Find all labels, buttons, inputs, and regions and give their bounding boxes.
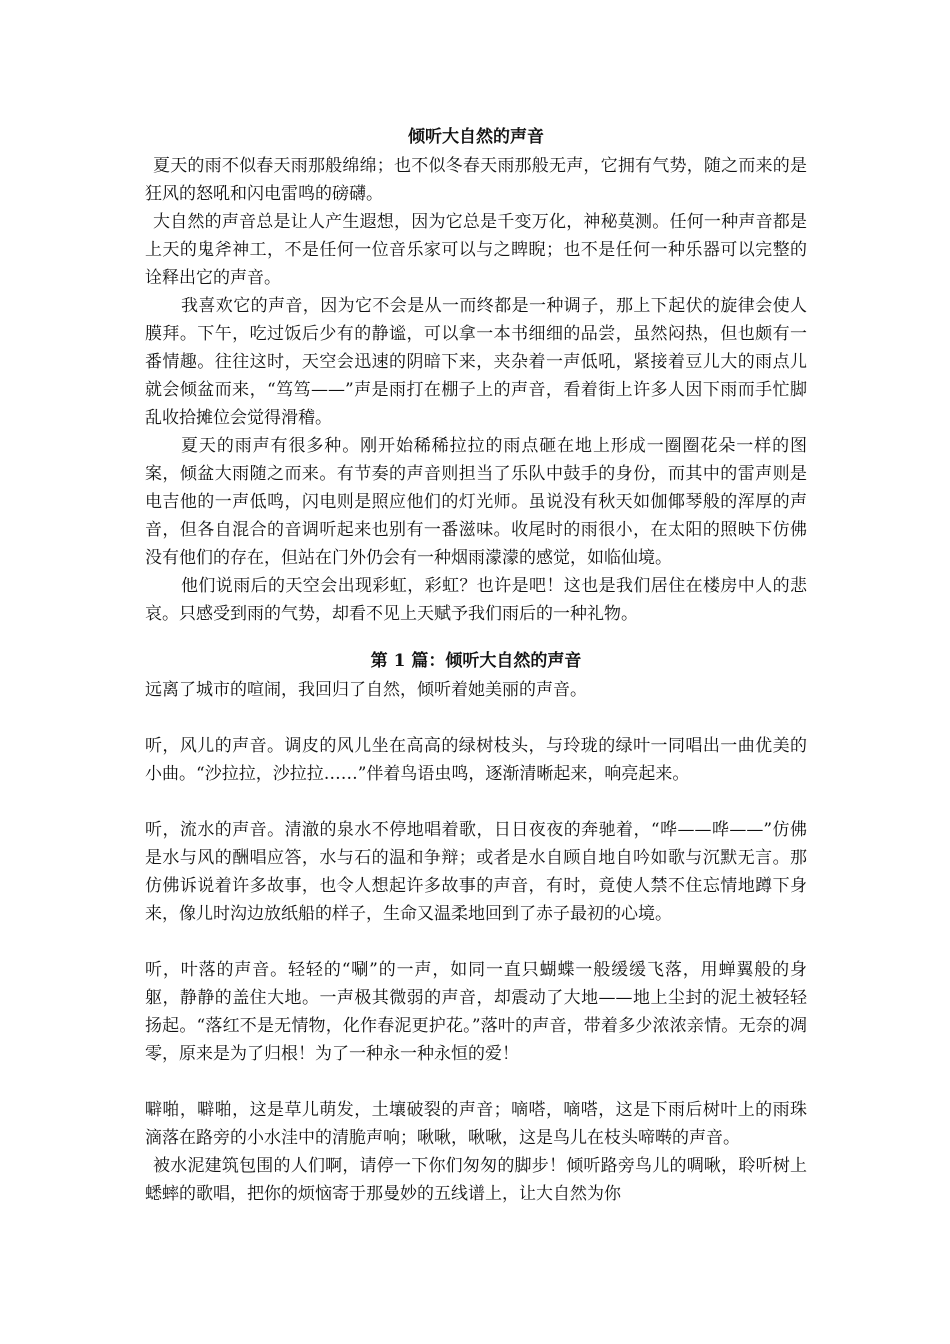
- section-title: 第 1 篇：倾听大自然的声音: [370, 651, 582, 671]
- paragraph: 噼啪，噼啪，这是草儿萌发，土壤破裂的声音；嘀嗒，嘀嗒，这是下雨后树叶上的雨珠滴落在路旁的小水洼中的清脆声响；啾啾，啾啾，这是鸟儿在枝头啼啭的声音。: [145, 1100, 807, 1148]
- paragraph-gap: [145, 788, 807, 816]
- paragraph: 听，流水的声音。清澈的泉水不停地唱着歌，日日夜夜的奔驰着，“哗——哗——”仿佛是水与风的酬唱应答，水与石的温和争辩；或者是水自顾自地自吟如歌与沉默无言。那仿佛诉说着许多故事，也令人想起许多故事的声音，有时，竟使人禁不住忘情地蹲下身来，像儿时沟边放纸船的样子，生命又温柔地回到了赤子最初的心境。: [145, 820, 807, 924]
- paragraph: 他们说雨后的天空会出现彩虹，彩虹？也许是吧！这也是我们居住在楼房中人的悲哀。只感受到雨的气势，却看不见上天赋予我们雨后的一种礼物。: [145, 576, 807, 624]
- paragraph-gap: [145, 1068, 807, 1096]
- paragraph: 听，叶落的声音。轻轻的“唰”的一声，如同一直只蝴蝶一般缓缓飞落，用蝉翼般的身躯，静静的盖住大地。一声极其微弱的声音，却震动了大地——地上尘封的泥土被轻轻扬起。“落红不是无情物，化作春泥更护花。”落叶的声音，带着多少浓浓亲情。无奈的凋零，原来是为了归根！为了一种永一种永恒的爱！: [145, 960, 807, 1064]
- paragraph-gap: [145, 928, 807, 956]
- paragraph: 大自然的声音总是让人产生遐想，因为它总是千变万化，神秘莫测。任何一种声音都是上天的鬼斧神工，不是任何一位音乐家可以与之睥睨；也不是任何一种乐器可以完整的诠释出它的声音。: [145, 212, 807, 288]
- article-title: 倾听大自然的声音: [408, 127, 544, 147]
- document-page: [145, 122, 807, 1208]
- paragraph: 听，风儿的声音。调皮的风儿坐在高高的绿树枝头，与玲珑的绿叶一同唱出一曲优美的小曲。“沙拉拉，沙拉拉……”伴着鸟语虫鸣，逐渐清晰起来，响亮起来。: [145, 736, 807, 784]
- paragraph: 夏天的雨声有很多种。刚开始稀稀拉拉的雨点砸在地上形成一圈圈花朵一样的图案，倾盆大雨随之而来。有节奏的声音则担当了乐队中鼓手的身份，而其中的雷声则是电吉他的一声低鸣，闪电则是照应他们的灯光师。虽说没有秋天如伽倻琴般的浑厚的声音，但各自混合的音调听起来也别有一番滋味。收尾时的雨很小，在太阳的照映下仿佛没有他们的存在，但站在门外仍会有一种烟雨濛濛的感觉，如临仙境。: [145, 436, 807, 568]
- paragraph: 被水泥建筑包围的人们啊，请停一下你们匆匆的脚步！倾听路旁鸟儿的啁啾，聆听树上蟋蟀的歌唱，把你的烦恼寄于那曼妙的五线谱上，让大自然为你: [145, 1156, 807, 1204]
- paragraph: 远离了城市的喧闹，我回归了自然，倾听着她美丽的声音。: [145, 680, 587, 700]
- paragraph: 夏天的雨不似春天雨那般绵绵；也不似冬春天雨那般无声，它拥有气势，随之而来的是狂风的怒吼和闪电雷鸣的磅礴。: [145, 156, 807, 204]
- paragraph-gap: [145, 704, 807, 732]
- paragraph: 我喜欢它的声音，因为它不会是从一而终都是一种调子，那上下起伏的旋律会使人膜拜。下午，吃过饭后少有的静谧，可以拿一本书细细的品尝，虽然闷热，但也颇有一番情趣。往往这时，天空会迅速的阴暗下来，夹杂着一声低吼，紧接着豆儿大的雨点儿就会倾盆而来，“笃笃——”声是雨打在棚子上的声音，看着街上许多人因下雨而手忙脚乱收拾摊位会觉得滑稽。: [145, 296, 807, 428]
